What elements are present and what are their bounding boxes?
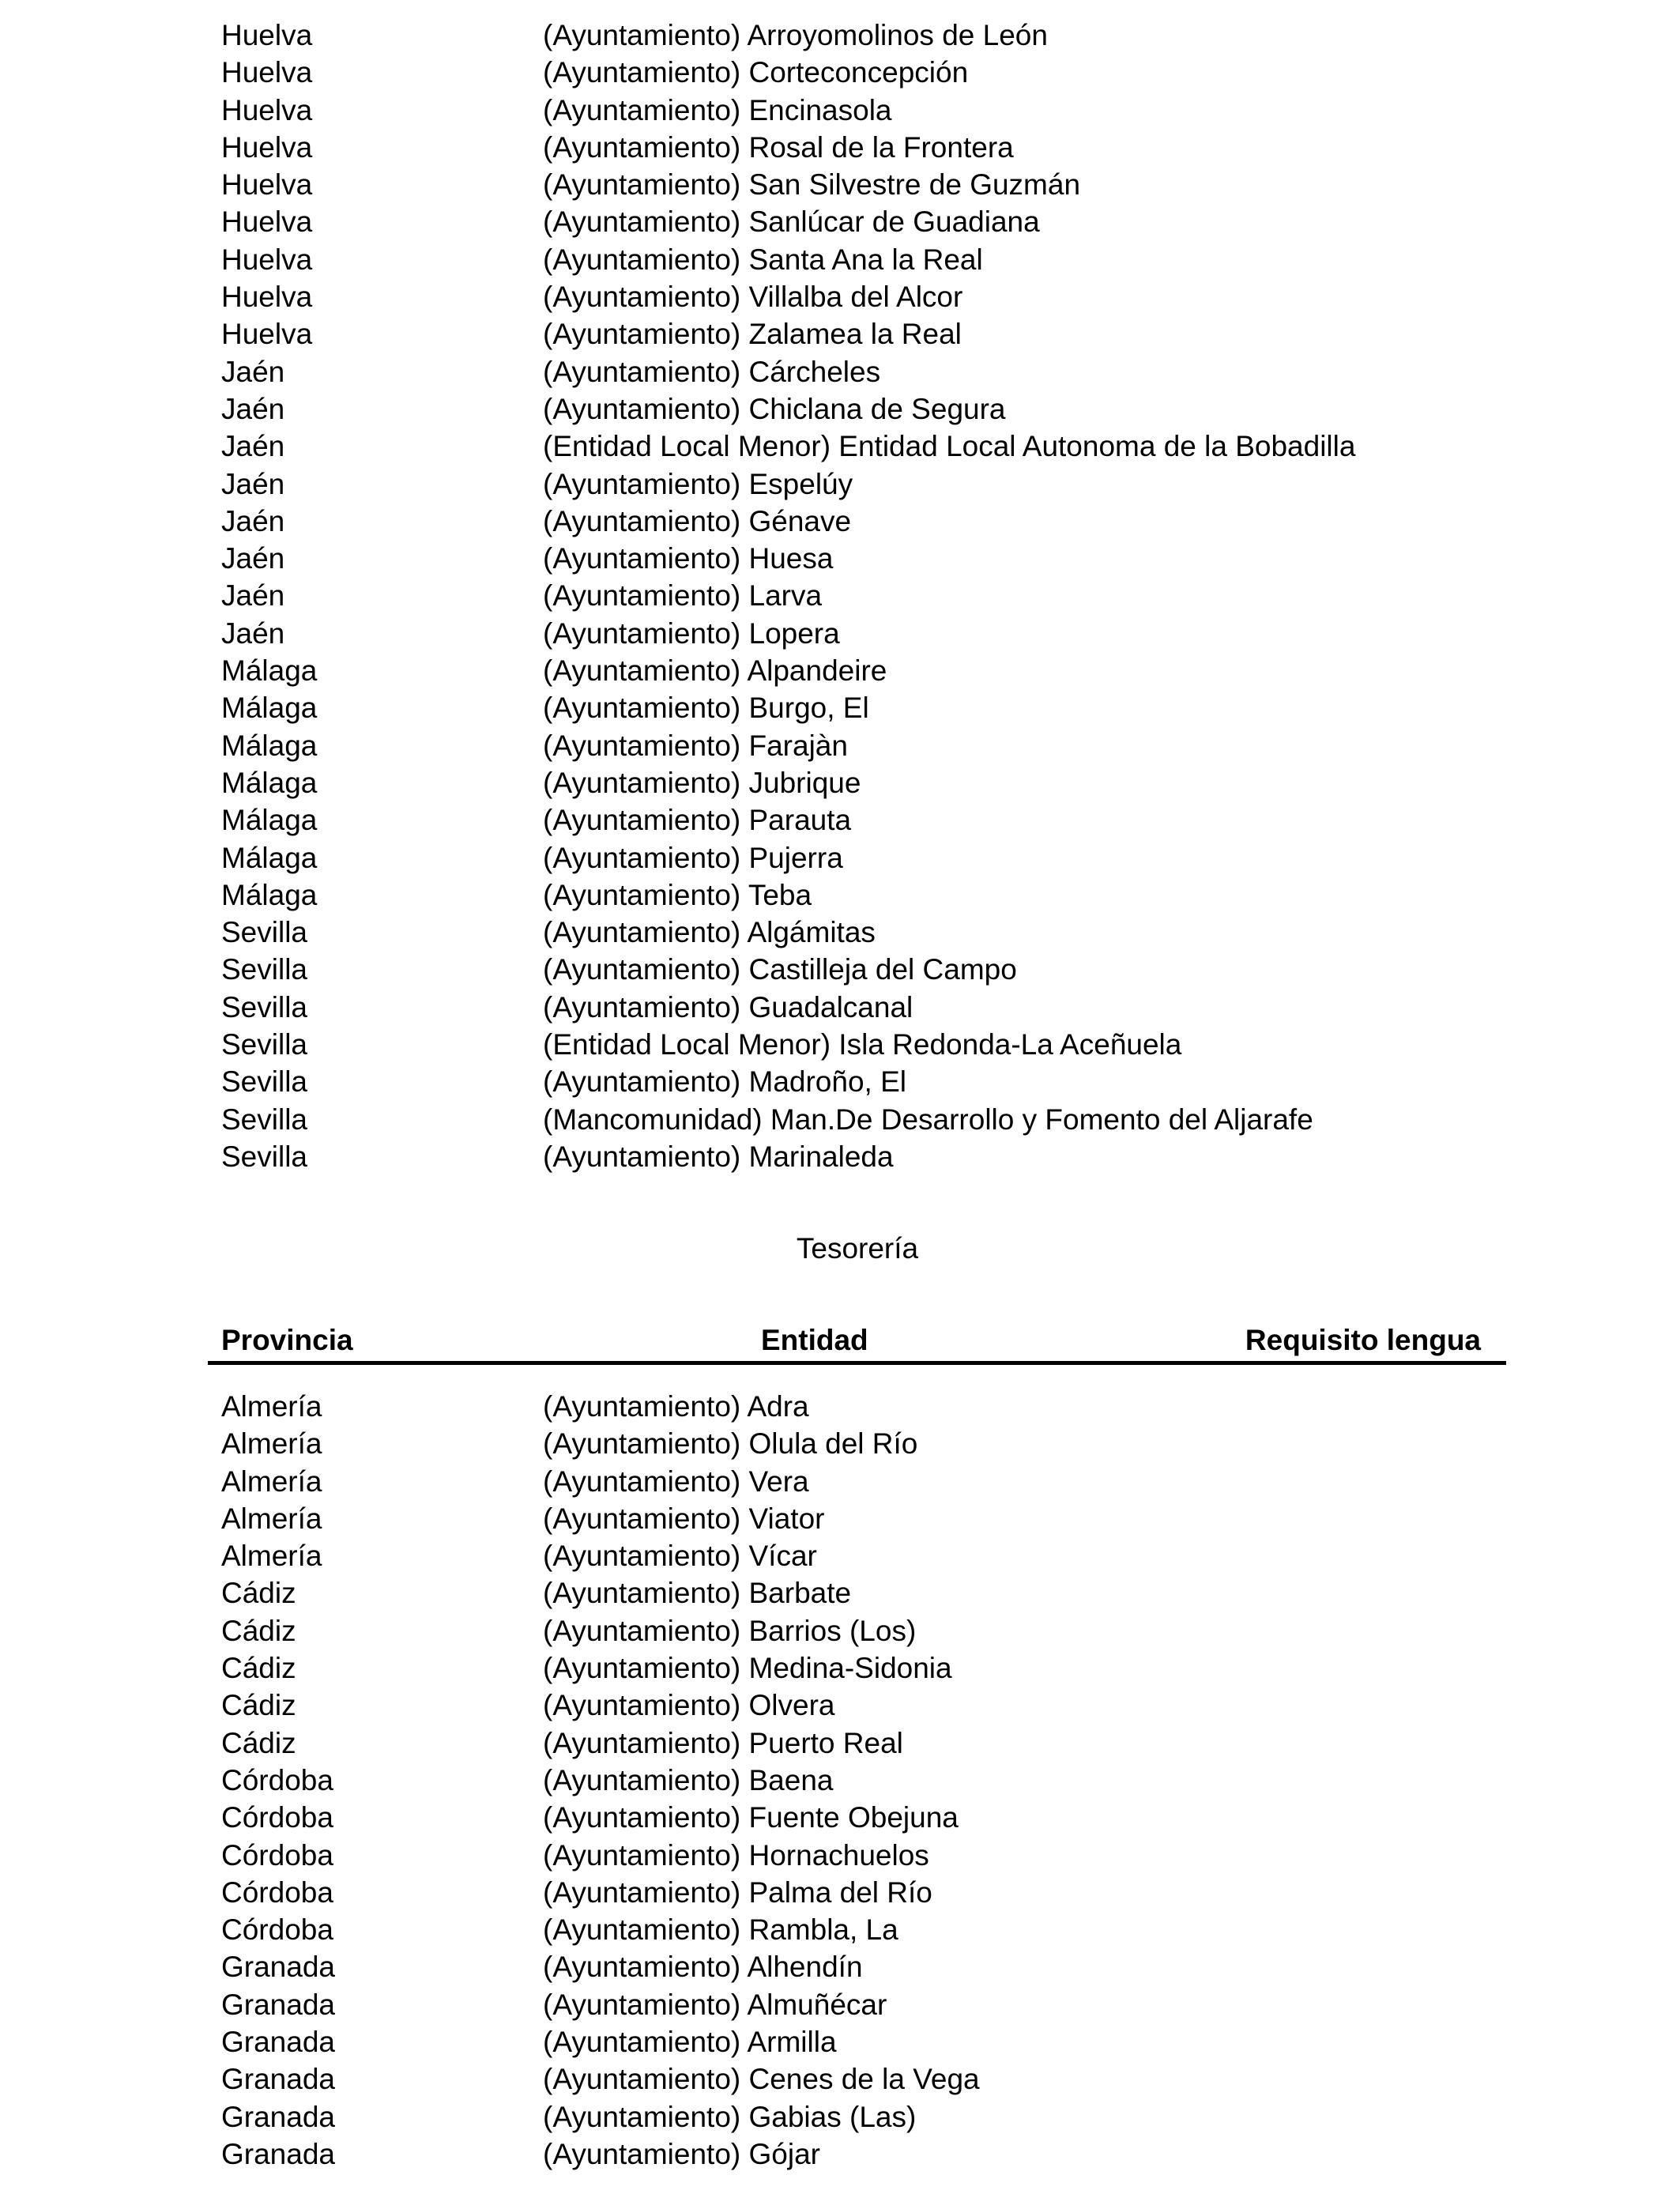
entidad-cell: (Ayuntamiento) Alhendín bbox=[543, 1951, 863, 1984]
provincia-cell: Almería bbox=[221, 1540, 322, 1573]
entidad-cell: (Ayuntamiento) Gójar bbox=[543, 2137, 820, 2170]
table-row bbox=[0, 801, 1680, 839]
provincia-cell: Córdoba bbox=[221, 1838, 333, 1872]
table-row bbox=[0, 1101, 1680, 1138]
provincia-cell: Córdoba bbox=[221, 1801, 333, 1834]
entidad-cell: (Ayuntamiento) Vera bbox=[543, 1465, 809, 1498]
provincia-cell: Córdoba bbox=[221, 1875, 333, 1909]
table-row bbox=[0, 1388, 1680, 1425]
provincia-cell: Granada bbox=[221, 2026, 335, 2059]
table-row bbox=[0, 615, 1680, 652]
entidad-cell: (Ayuntamiento) Farajàn bbox=[543, 729, 848, 762]
entidad-cell: (Ayuntamiento) Espelúy bbox=[543, 467, 853, 500]
table-row bbox=[0, 839, 1680, 876]
table-row bbox=[0, 577, 1680, 614]
provincia-cell: Málaga bbox=[221, 878, 318, 911]
entidad-cell: (Ayuntamiento) Corteconcepción bbox=[543, 56, 969, 89]
entidad-cell: (Ayuntamiento) Fuente Obejuna bbox=[543, 1801, 959, 1834]
provincia-cell: Huelva bbox=[221, 281, 313, 314]
entidad-cell: (Ayuntamiento) Castilleja del Campo bbox=[543, 953, 1017, 986]
table-row bbox=[0, 503, 1680, 540]
table-row bbox=[0, 1500, 1680, 1537]
provincia-cell: Jaén bbox=[221, 392, 285, 425]
entidad-cell: (Ayuntamiento) Génave bbox=[543, 504, 852, 537]
entidad-cell: (Ayuntamiento) Baena bbox=[543, 1763, 834, 1796]
entidad-cell: (Ayuntamiento) Vícar bbox=[543, 1540, 817, 1573]
provincia-cell: Huelva bbox=[221, 130, 313, 164]
provincia-cell: Sevilla bbox=[221, 1028, 307, 1061]
table-row bbox=[0, 727, 1680, 764]
provincia-cell: Sevilla bbox=[221, 990, 307, 1023]
provincia-cell: Sevilla bbox=[221, 953, 307, 986]
entidad-cell: (Ayuntamiento) Encinasola bbox=[543, 93, 892, 126]
provincia-cell: Almería bbox=[221, 1427, 322, 1461]
table-row bbox=[0, 652, 1680, 689]
provincia-cell: Huelva bbox=[221, 205, 313, 239]
provincia-cell: Almería bbox=[221, 1502, 322, 1535]
entidad-cell: (Ayuntamiento) Arroyomolinos de León bbox=[543, 19, 1048, 51]
table-row bbox=[0, 1026, 1680, 1063]
provincia-cell: Huelva bbox=[221, 318, 313, 351]
entidad-cell: (Ayuntamiento) Jubrique bbox=[543, 766, 861, 799]
provincia-cell: Almería bbox=[221, 1465, 322, 1498]
table-row bbox=[0, 2060, 1680, 2098]
top-entity-list bbox=[0, 17, 1680, 1175]
header-rule bbox=[208, 1361, 1506, 1365]
provincia-cell: Málaga bbox=[221, 766, 318, 799]
provincia-cell: Jaén bbox=[221, 616, 285, 650]
entidad-cell: (Ayuntamiento) Rosal de la Frontera bbox=[543, 130, 1014, 164]
table-row bbox=[0, 951, 1680, 988]
entidad-cell: (Ayuntamiento) Zalamea la Real bbox=[543, 318, 962, 351]
table-row bbox=[0, 1537, 1680, 1574]
entidad-cell: (Ayuntamiento) Chiclana de Segura bbox=[543, 392, 1006, 425]
entidad-cell: (Ayuntamiento) Burgo, El bbox=[543, 692, 869, 725]
table-row bbox=[0, 1725, 1680, 1762]
table-row bbox=[0, 241, 1680, 278]
provincia-cell: Granada bbox=[221, 2063, 335, 2096]
column-header-requisito-lengua: Requisito lengua bbox=[1245, 1324, 1481, 1356]
provincia-cell: Jaén bbox=[221, 579, 285, 613]
table-row bbox=[0, 989, 1680, 1026]
table-row bbox=[0, 129, 1680, 166]
provincia-cell: Granada bbox=[221, 1988, 335, 2021]
entidad-cell: (Ayuntamiento) Huesa bbox=[543, 542, 834, 575]
entidad-cell: (Ayuntamiento) Olvera bbox=[543, 1689, 835, 1722]
provincia-cell: Sevilla bbox=[221, 1065, 307, 1099]
entidad-cell: (Ayuntamiento) Adra bbox=[543, 1390, 809, 1423]
provincia-cell: Córdoba bbox=[221, 1763, 333, 1796]
entidad-cell: (Ayuntamiento) Villalba del Alcor bbox=[543, 281, 963, 314]
column-header-entidad: Entidad bbox=[761, 1324, 868, 1356]
entidad-cell: (Ayuntamiento) Medina-Sidonia bbox=[543, 1652, 952, 1685]
table-row bbox=[0, 540, 1680, 577]
tesoreria-entity-list bbox=[0, 1388, 1680, 2173]
entidad-cell: (Ayuntamiento) Guadalcanal bbox=[543, 990, 913, 1023]
provincia-cell: Sevilla bbox=[221, 1103, 307, 1136]
provincia-cell: Huelva bbox=[221, 19, 313, 51]
provincia-cell: Huelva bbox=[221, 168, 313, 202]
entidad-cell: (Ayuntamiento) Cenes de la Vega bbox=[543, 2063, 980, 2096]
table-row bbox=[0, 54, 1680, 91]
entidad-cell: (Ayuntamiento) Pujerra bbox=[543, 841, 843, 874]
table-row bbox=[0, 876, 1680, 914]
table-row bbox=[0, 1948, 1680, 1985]
provincia-cell: Granada bbox=[221, 1951, 335, 1984]
table-row bbox=[0, 1986, 1680, 2023]
provincia-cell: Huelva bbox=[221, 93, 313, 126]
entidad-cell: (Ayuntamiento) Santa Ana la Real bbox=[543, 243, 983, 276]
entidad-cell: (Ayuntamiento) Hornachuelos bbox=[543, 1838, 929, 1872]
table-row bbox=[0, 1911, 1680, 1948]
entidad-cell: (Ayuntamiento) Algámitas bbox=[543, 916, 876, 949]
provincia-cell: Cádiz bbox=[221, 1652, 296, 1685]
table-row bbox=[0, 315, 1680, 352]
provincia-cell: Cádiz bbox=[221, 1726, 296, 1759]
section-title: Tesorería bbox=[796, 1232, 919, 1265]
provincia-cell: Málaga bbox=[221, 729, 318, 762]
table-row bbox=[0, 764, 1680, 801]
table-row bbox=[0, 390, 1680, 428]
table-row bbox=[0, 1837, 1680, 1874]
provincia-cell: Sevilla bbox=[221, 1140, 307, 1173]
entidad-cell: (Ayuntamiento) Palma del Río bbox=[543, 1875, 932, 1909]
entidad-cell: (Ayuntamiento) Viator bbox=[543, 1502, 825, 1535]
table-row bbox=[0, 1574, 1680, 1612]
table-row bbox=[0, 1425, 1680, 1462]
table-row bbox=[0, 1649, 1680, 1687]
entidad-cell: (Entidad Local Menor) Entidad Local Autonoma de la Bobadilla bbox=[543, 430, 1356, 463]
entidad-cell: (Ayuntamiento) Barbate bbox=[543, 1577, 852, 1610]
provincia-cell: Granada bbox=[221, 2100, 335, 2133]
entidad-cell: (Ayuntamiento) Madroño, El bbox=[543, 1065, 906, 1099]
table-row bbox=[0, 278, 1680, 315]
entidad-cell: (Ayuntamiento) Puerto Real bbox=[543, 1726, 903, 1759]
entidad-cell: (Ayuntamiento) Larva bbox=[543, 579, 823, 613]
table-row bbox=[0, 1463, 1680, 1500]
provincia-cell: Málaga bbox=[221, 841, 318, 874]
entidad-cell: (Mancomunidad) Man.De Desarrollo y Fomento del Aljarafe bbox=[543, 1103, 1313, 1136]
table-row bbox=[0, 353, 1680, 390]
entidad-cell: (Ayuntamiento) Marinaleda bbox=[543, 1140, 894, 1173]
provincia-cell: Jaén bbox=[221, 355, 285, 388]
table-row bbox=[0, 2023, 1680, 2060]
provincia-cell: Huelva bbox=[221, 56, 313, 89]
entidad-cell: (Ayuntamiento) Rambla, La bbox=[543, 1913, 898, 1947]
entidad-cell: (Ayuntamiento) Parauta bbox=[543, 804, 852, 837]
provincia-cell: Jaén bbox=[221, 430, 285, 463]
entidad-cell: (Ayuntamiento) Barrios (Los) bbox=[543, 1614, 917, 1647]
table-row bbox=[0, 1612, 1680, 1649]
table-row bbox=[0, 689, 1680, 726]
provincia-cell: Cádiz bbox=[221, 1614, 296, 1647]
entidad-cell: (Ayuntamiento) San Silvestre de Guzmán bbox=[543, 168, 1081, 202]
table-row bbox=[0, 428, 1680, 465]
entidad-cell: (Entidad Local Menor) Isla Redonda-La Aceñuela bbox=[543, 1028, 1182, 1061]
provincia-cell: Granada bbox=[221, 2137, 335, 2170]
entidad-cell: (Ayuntamiento) Armilla bbox=[543, 2026, 837, 2059]
table-row bbox=[0, 166, 1680, 203]
provincia-cell: Málaga bbox=[221, 692, 318, 725]
provincia-cell: Cádiz bbox=[221, 1577, 296, 1610]
table-header bbox=[208, 1321, 1506, 1366]
entidad-cell: (Ayuntamiento) Olula del Río bbox=[543, 1427, 918, 1461]
entidad-cell: (Ayuntamiento) Gabias (Las) bbox=[543, 2100, 917, 2133]
provincia-cell: Cádiz bbox=[221, 1689, 296, 1722]
entidad-cell: (Ayuntamiento) Lopera bbox=[543, 616, 840, 650]
table-row bbox=[0, 1874, 1680, 1911]
table-row bbox=[0, 2098, 1680, 2136]
provincia-cell: Almería bbox=[221, 1390, 322, 1423]
provincia-cell: Sevilla bbox=[221, 916, 307, 949]
provincia-cell: Jaén bbox=[221, 504, 285, 537]
table-row bbox=[0, 2136, 1680, 2173]
table-row bbox=[0, 1063, 1680, 1100]
entidad-cell: (Ayuntamiento) Teba bbox=[543, 878, 812, 911]
table-row bbox=[0, 92, 1680, 129]
table-row bbox=[0, 1762, 1680, 1799]
table-row bbox=[0, 1138, 1680, 1175]
provincia-cell: Málaga bbox=[221, 654, 318, 688]
provincia-cell: Málaga bbox=[221, 804, 318, 837]
entidad-cell: (Ayuntamiento) Alpandeire bbox=[543, 654, 887, 688]
table-row bbox=[0, 1799, 1680, 1836]
table-row bbox=[0, 17, 1680, 54]
column-header-provincia: Provincia bbox=[221, 1324, 353, 1356]
table-row bbox=[0, 203, 1680, 240]
table-row bbox=[0, 914, 1680, 951]
entidad-cell: (Ayuntamiento) Sanlúcar de Guadiana bbox=[543, 205, 1040, 239]
provincia-cell: Jaén bbox=[221, 467, 285, 500]
entidad-cell: (Ayuntamiento) Almuñécar bbox=[543, 1988, 887, 2021]
table-row bbox=[0, 466, 1680, 503]
provincia-cell: Huelva bbox=[221, 243, 313, 276]
entidad-cell: (Ayuntamiento) Cárcheles bbox=[543, 355, 881, 388]
provincia-cell: Córdoba bbox=[221, 1913, 333, 1947]
provincia-cell: Jaén bbox=[221, 542, 285, 575]
table-row bbox=[0, 1687, 1680, 1724]
